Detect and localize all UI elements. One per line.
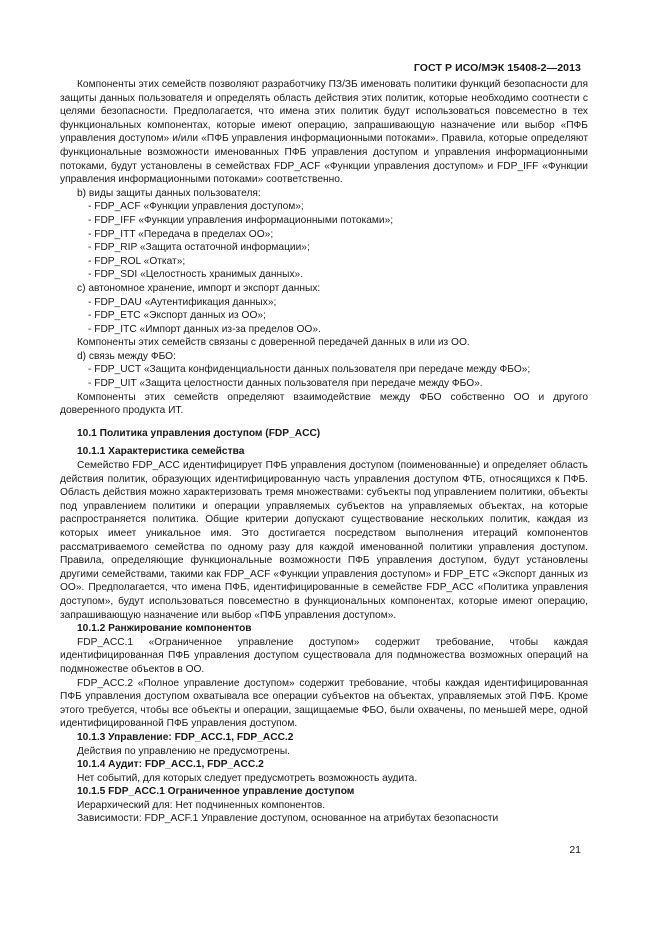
list-d-title: d) связь между ФБО: <box>77 350 176 362</box>
page-content <box>60 78 588 826</box>
section-10-1-3-heading: 10.1.3 Управление: FDP_ACC.1, FDP_ACC.2 <box>77 731 294 743</box>
list-item: - FDP_ITC «Импорт данных из-за пределов ОО». <box>88 323 321 335</box>
section-10-1-5-heading: 10.1.5 FDP_ACC.1 Ограниченное управление доступом <box>77 786 355 798</box>
list-c-title: c) автономное хранение, импорт и экспорт данных: <box>77 282 321 294</box>
acc2-paragraph: FDP_ACC.2 «Полное управление доступом» содержит требование, чтобы каждая идентифицированная ПФБ управления доступом охватывала все операции субъектов на объектах, управляемых этой ПФБ. Кроме этого требуется, чтобы все объекты и операции, защищаемые ФБО, были охвачены, по меньшей мере, одной идентифицированной ПФБ управления доступом. <box>60 677 588 730</box>
management-paragraph: Действия по управлению не предусмотрены. <box>77 745 290 757</box>
section-10-1-heading: 10.1 Политика управления доступом (FDP_ACC) <box>77 427 321 439</box>
list-c-note: Компоненты этих семейств связаны с доверенной передачей данных в или из ОО. <box>77 337 470 349</box>
list-item: - FDP_ITT «Передача в пределах ОО»; <box>88 228 274 240</box>
audit-paragraph: Нет событий, для которых следует предусмотреть возможность аудита. <box>77 772 418 784</box>
acc1-paragraph: FDP_ACC.1 «Ограниченное управление доступом» содержит требование, чтобы каждая идентифицированная ПФБ управления доступом существовала для подмножества возможных операций на подмножестве объектов в ОО. <box>60 636 588 675</box>
list-b-title: b) виды защиты данных пользователя: <box>77 187 261 199</box>
section-10-1-4-heading: 10.1.4 Аудит: FDP_ACC.1, FDP_ACC.2 <box>77 759 264 771</box>
list-item: - FDP_IFF «Функции управления информационными потоками»; <box>88 214 394 226</box>
intro-paragraph: Компоненты этих семейств позволяют разработчику ПЗ/ЗБ именовать политики функций безопасности для защиты данных пользователя и определять область действия этих политик, которые необходимо соотнести с целями безопасности. Предполагается, что имена этих политик будут использоваться повсеместно в тех функциональных компонентах, которые имеют операцию, запрашивающую назначение или выбор «ПФБ управления доступом» и/или «ПФБ управления информационными потоками». Правила, которые определяют функциональные возможности именованных ПФБ управления доступом и управления информационными потоками, будут установлены в семействах FDP_ACF «Функции управления доступом» и FDP_IFF «Функции управления информационными потоками» соответственно. <box>60 79 588 186</box>
page-number: 21 <box>569 844 581 856</box>
list-item: - FDP_SDI «Целостность хранимых данных». <box>88 269 304 281</box>
list-item: - FDP_ETC «Экспорт данных из ОО»; <box>88 310 266 322</box>
list-item: - FDP_RIP «Защита остаточной информации»; <box>88 242 310 254</box>
section-10-1-2-heading: 10.1.2 Ранжирование компонентов <box>77 623 252 635</box>
list-item: - FDP_UCT «Защита конфиденциальности данных пользователя при передаче между ФБО»; <box>88 364 531 376</box>
family-paragraph: Семейство FDP_ACC идентифицирует ПФБ управления доступом (поименованные) и определяет область действия политик, образующих идентифицированную часть управления доступом ФТБ, относящихся к ПФБ. Область действия можно характеризовать тремя множествами: субъекты под управлением политики, объекты под управлением политики и операции управляемых субъектов на управляемых объектах, на которые распространяется политика. Общие критерии допускают существование нескольких политик, каждая из которых имеет уникальное имя. Это достигается посредством выполнения итераций компонентов рассматриваемого семейства по одному разу для каждой именованной политики управления доступом. Правила, определяющие функциональные возможности ПФБ управления доступом, будут установлены другими семействами, такими как FDP_ACF «Функции управления доступом» и FDP_ETC «Экспорт данных из ОО». Предполагается, что имена ПФБ, идентифицированные в семействе FDP_ACC «Политика управления доступом», будут использоваться повсеместно в функциональных компонентах, которые имеют операцию, запрашивающую назначение или выбор «ПФБ управления доступом». <box>60 460 588 621</box>
list-item: - FDP_ACF «Функции управления доступом»; <box>88 201 304 213</box>
list-d-note: Компоненты этих семейств определяют взаимодействие между ФБО собственно ОО и другого доверенного продукта ИТ. <box>60 391 588 417</box>
dependencies-paragraph: Зависимости: FDP_ACF.1 Управление доступом, основанное на атрибутах безопасности <box>77 813 499 825</box>
section-10-1-1-heading: 10.1.1 Характеристика семейства <box>77 446 245 458</box>
document-header: ГОСТ Р ИСО/МЭК 15408-2—2013 <box>413 62 581 74</box>
hierarchical-paragraph: Иерархический для: Нет подчиненных компонентов. <box>77 799 326 811</box>
list-item: - FDP_ROL «Откат»; <box>88 255 186 267</box>
list-item: - FDP_DAU «Аутентификация данных»; <box>88 296 277 308</box>
list-item: - FDP_UIT «Защита целостности данных пользователя при передаче между ФБО». <box>88 378 483 390</box>
